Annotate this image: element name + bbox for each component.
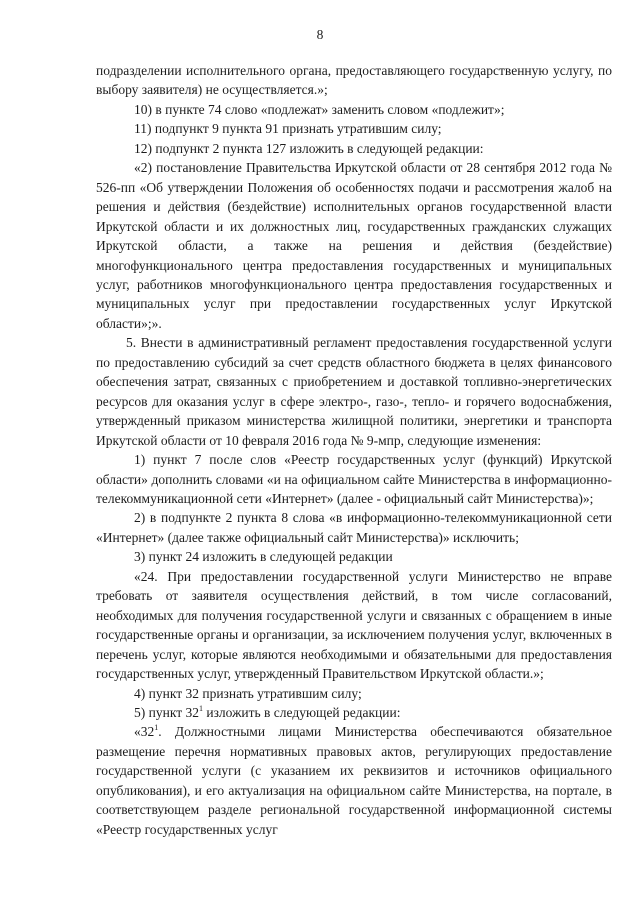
paragraph: 11) подпункт 9 пункта 91 признать утратившим силу; (134, 121, 442, 137)
superscript: 1 (154, 723, 159, 733)
paragraph: 5. Внести в административный регламент предоставления государственной услуги по предоставлению субсидий за счет средств областного бюджета в целях финансового обеспечения затрат, связанных с приобретением и доставкой топливно-энергетических ресурсов для оказания услуг в сфере электро-, газо-, тепло- и горячего водоснабжения, утвержденный приказом министерства жилищной политики, энергетики и транспорта Иркутской области от 10 февраля 2016 года № 9-мпр, следующие изменения: (96, 335, 612, 448)
paragraph: «24. При предоставлении государственной услуги Министерство не вправе требовать от заявителя осуществления действий, в том числе согласований, необходимых для получения государственной услуги и связанных с обращением в иные государственные органы и организации, за исключением получения услуг, включенных в перечень услуг, которые являются необходимыми и обязательными для предоставления государственных услуг, утвержденный Правительством Иркутской области.»; (96, 568, 612, 682)
page-number: 8 (316, 27, 324, 42)
superscript: 1 (198, 703, 203, 713)
paragraph: 5) пункт $32^1$ изложить в следующей редакции: (134, 703, 401, 720)
paragraph: «$32^1$. Должностными лицами Министерства обеспечиваются обязательное размещение перечня нормативных правовых актов, регулирующих предоставление государственной услуги (с указанием их реквизитов и источников официального опубликования), и его актуализация на официальном сайте Министерства, на портале, в соответствующем разделе региональной государственной информационной системы «Реестр государственных услуг (96, 723, 612, 837)
paragraph: 3) пункт 24 изложить в следующей редакции (134, 549, 393, 565)
paragraph: 12) подпункт 2 пункта 127 изложить в следующей редакции: (134, 140, 484, 156)
paragraph: 4) пункт 32 признать утратившим силу; (134, 685, 362, 701)
paragraph: 10) в пункте 74 слово «подлежат» заменить словом «подлежит»; (134, 101, 505, 117)
paragraph: 2) в подпункте 2 пункта 8 слова «в информационно-телекоммуникационной сети «Интернет» (далее также официальный сайт Министерства)» исключить; (96, 510, 612, 545)
paragraph: 1) пункт 7 после слов «Реестр государственных услуг (функций) Иркутской области» дополнить словами «и на официальном сайте Министерства в информационно-телекоммуникационной сети «Интернет» (далее - официальный сайт Министерства)»; (96, 452, 612, 506)
paragraph: «2) постановление Правительства Иркутской области от 28 сентября 2012 года № 526-пп «Об утверждении Положения об особенностях подачи и рассмотрения жалоб на решения и действия (бездействие) исполнительных органов государственной власти Иркутской области и их должностных лиц, государственных гражданских служащих Иркутской области, а также на решения и действия (бездействие) многофункционального центра предоставления государственных и муниципальных услуг, работников многофункционального центра предоставления государственных и муниципальных услуг при предоставлении государственных услуг Иркутской области»;». (96, 160, 612, 331)
paragraph: подразделении исполнительного органа, предоставляющего государственную услугу, по выбору заявителя) не осуществляется.»; (96, 63, 612, 98)
document-body (96, 61, 612, 839)
